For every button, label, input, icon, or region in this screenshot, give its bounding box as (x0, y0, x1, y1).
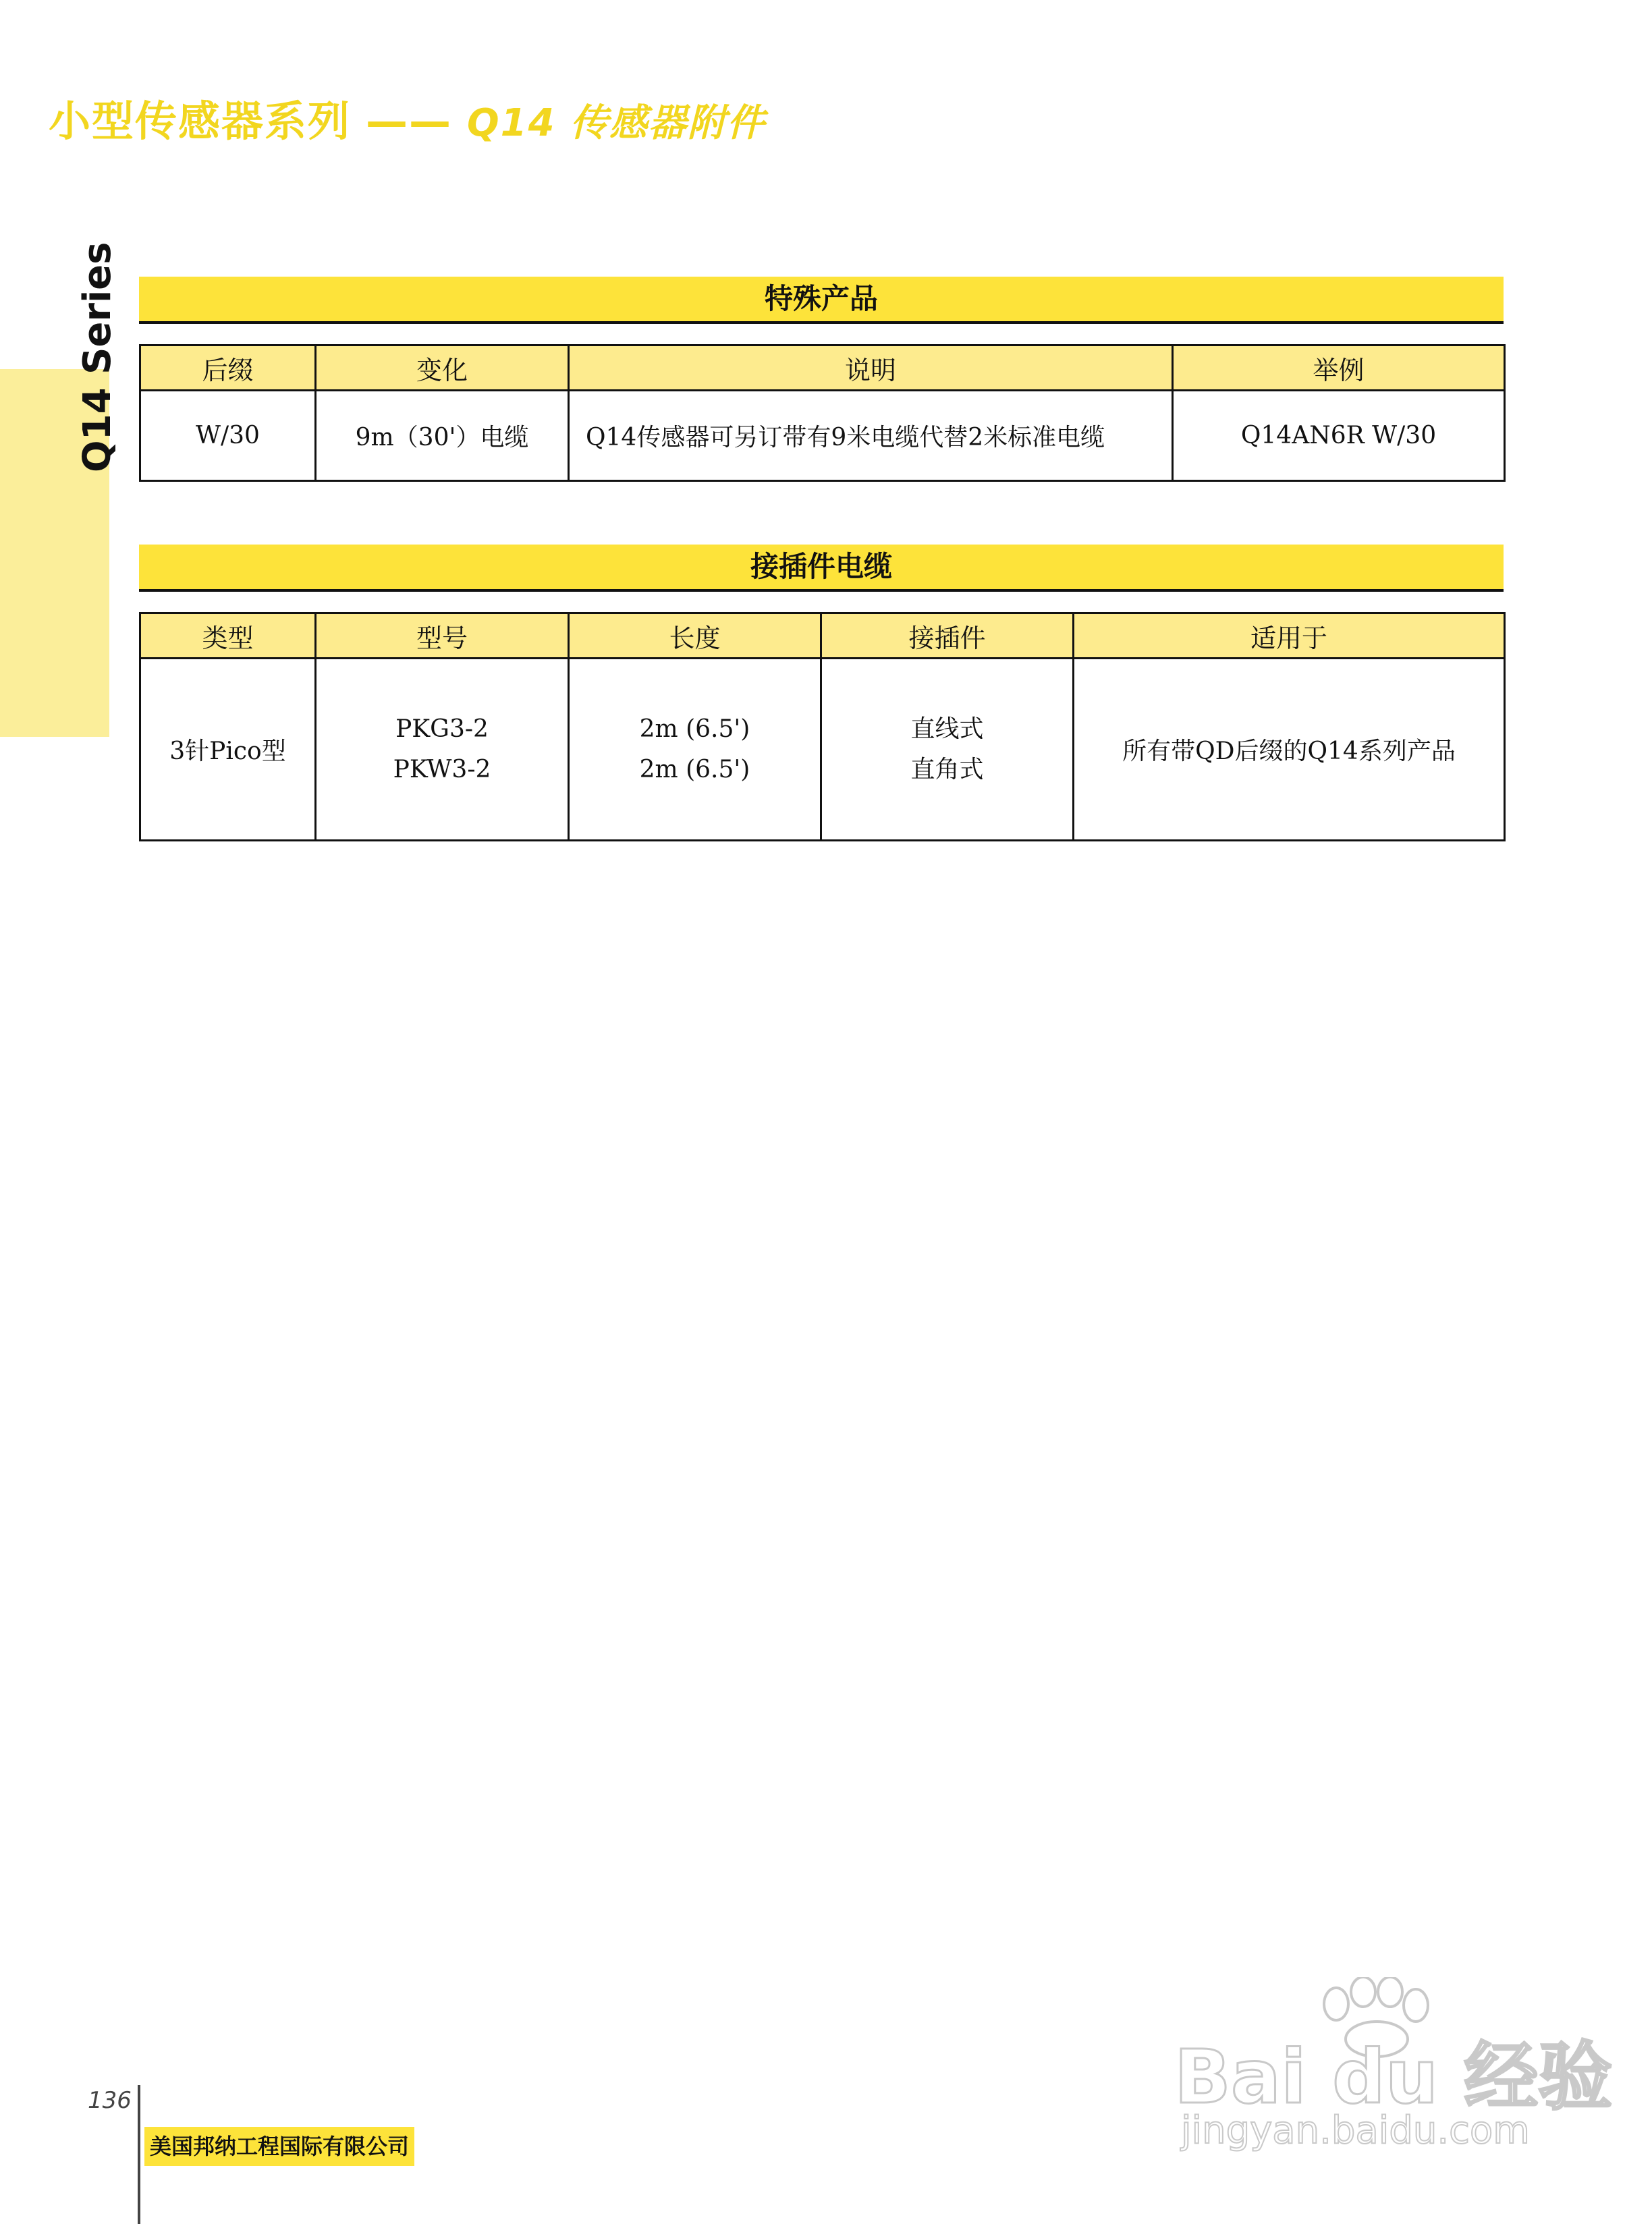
table-cell: W/30 (140, 391, 316, 481)
footer-divider (138, 2085, 140, 2224)
model-value: PKW3-2 (393, 755, 491, 783)
cable-type-cell: 3针Pico型 (140, 659, 316, 841)
special-products-table (139, 344, 1506, 482)
column-header: 举例 (1173, 345, 1505, 391)
series-subtitle: Q14 传感器附件 (467, 101, 767, 145)
column-header: 接插件 (821, 613, 1074, 659)
table-header-row (140, 345, 1505, 391)
column-header: 适用于 (1074, 613, 1505, 659)
title-dash: —— (366, 96, 453, 146)
special-products-heading: 特殊产品 (139, 277, 1504, 324)
length-value: 2m (6.5') (639, 755, 750, 783)
table-row (140, 659, 1505, 841)
column-header: 变化 (316, 345, 569, 391)
model-value: PKG3-2 (395, 715, 489, 743)
column-header: 类型 (140, 613, 316, 659)
watermark-brand: Bai du 经验 (1174, 2034, 1613, 2120)
connector-cables-heading: 接插件电缆 (139, 545, 1504, 592)
column-header: 后缀 (140, 345, 316, 391)
column-header: 说明 (569, 345, 1173, 391)
table-cell: 9m（30'）电缆 (316, 391, 569, 481)
series-title: 小型传感器系列 (49, 96, 352, 146)
table-cell: Q14AN6R W/30 (1173, 391, 1505, 481)
company-name: 美国邦纳工程国际有限公司 (144, 2127, 414, 2166)
connector-value: 直线式 (910, 715, 984, 743)
table-header-row (140, 613, 1505, 659)
table-cell: Q14传感器可另订带有9米电缆代替2米标准电缆 (569, 391, 1173, 481)
table-row (140, 391, 1505, 481)
length-value: 2m (6.5') (639, 715, 750, 743)
connector-value: 直角式 (910, 755, 984, 783)
connector-cell (821, 659, 1074, 841)
length-cell (569, 659, 821, 841)
column-header: 型号 (316, 613, 569, 659)
side-tab-label: Q14 Series (76, 242, 119, 472)
page-header-title (49, 88, 766, 148)
column-header: 长度 (569, 613, 821, 659)
page-number: 136 (88, 2087, 132, 2114)
connector-cables-table (139, 612, 1506, 841)
applies-to-cell: 所有带QD后缀的Q14系列产品 (1074, 659, 1505, 841)
watermark-url: jingyan.baidu.com (1181, 2109, 1530, 2152)
model-cell (316, 659, 569, 841)
